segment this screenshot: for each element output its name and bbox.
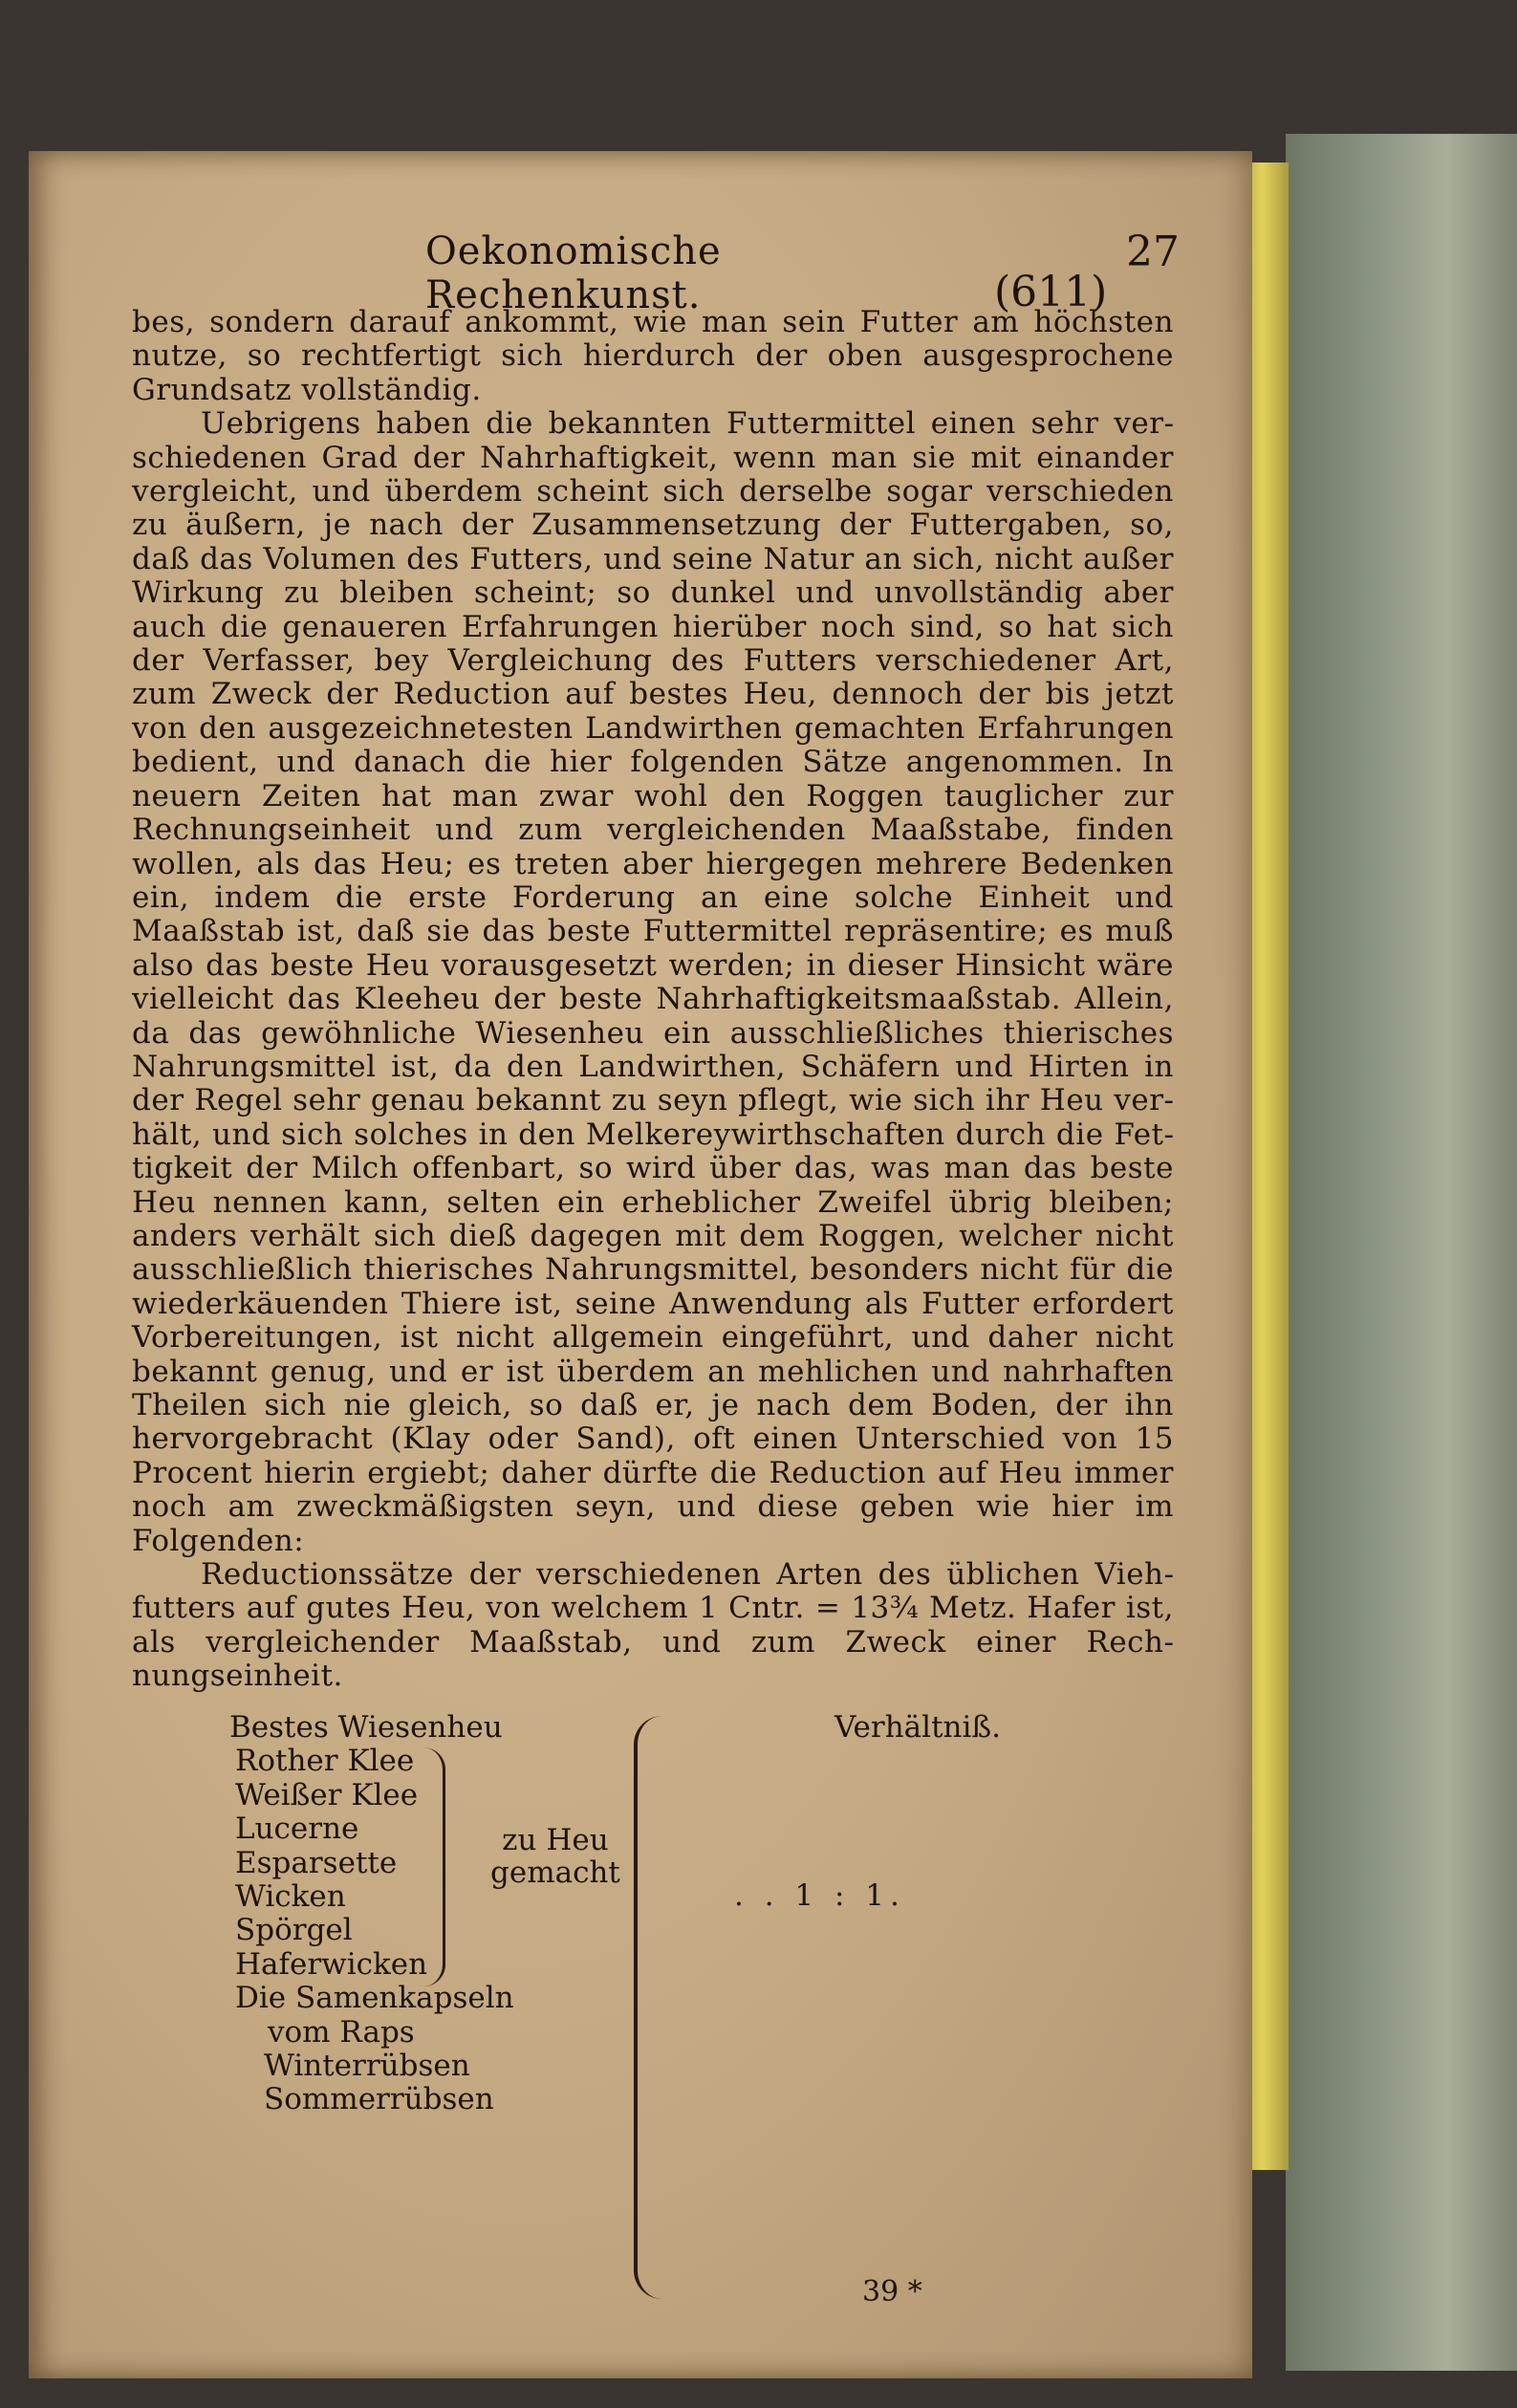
body-text (132, 306, 1174, 1694)
page-number: 27 (1126, 228, 1180, 276)
running-head: Oekonomische Rechenkunst. (425, 229, 722, 317)
list-item: Winterrübsen (264, 2049, 470, 2084)
reduction-table (132, 1711, 1174, 2323)
column-header: Verhältniß. (834, 1710, 1001, 1745)
list-item: Spörgel (235, 1913, 353, 1948)
list-item: Bestes Wiesenheu (229, 1710, 503, 1745)
list-item: Weißer Klee (235, 1777, 419, 1812)
list-item: Die Samenkapseln (235, 1981, 514, 2016)
group-brace (423, 1747, 445, 1986)
list-item: Wicken (235, 1879, 346, 1915)
page-content (29, 151, 1252, 2378)
section-number: (611) (994, 268, 1108, 316)
list-item: Sommerrübsen (264, 2082, 494, 2117)
sheet-signature: 39 * (862, 2275, 922, 2309)
book-cover-board (1286, 134, 1517, 2371)
book-page (29, 151, 1252, 2378)
fodder-list (229, 1711, 514, 2117)
list-item: Rother Klee (235, 1744, 415, 1779)
paragraph-3: Reductionssätze der verschiedenen Arten des üblichen Viehfutters auf gutes Heu, von welchem 1 Cntr. = 13¾ Metz. Hafer ist, als vergleichender Maaßstab, und zum Zweck einer Rechnungseinheit. (132, 1557, 1174, 1694)
paragraph-2: Uebrigens haben die bekannten Futtermittel einen sehr verschiedenen Grad der Nahrhaftigkeit, wenn man sie mit einander vergleicht, und überdem scheint sich derselbe sogar verschieden zu äußern, je nach der Zusammensetzung der Futtergaben, so, daß das Volumen des Futters, und seine Natur an sich, nicht außer Wirkung zu bleiben scheint; so dunkel und unvollständig aber auch die genaueren Erfahrungen hierüber noch sind, so hat sich der Verfasser, bey Vergleichung des Futters verschiedener Art, zum Zweck der Reduction auf bestes Heu, dennoch der bis jetzt von den ausgezeichnetesten Landwirthen gemachten Erfahrungen bedient, und danach die hier folgenden Sätze angenommen. In neuern Zeiten hat man zwar wohl den Roggen tauglicher zur Rechnungseinheit und zum vergleichenden Maaßstabe, finden wollen, als das Heu; es treten aber hiergegen mehrere Bedenken ein, indem die erste Forderung an eine solche Einheit und Maaßstab ist, daß sie das beste Futtermittel repräsentire; es muß also das beste Heu vorausgesetzt werden; in dieser Hinsicht wäre vielleicht das Kleeheu der beste Nahrhaftigkeitsmaaßstab. Allein, da das gewöhnliche Wiesenheu ein ausschließliches thierisches Nahrungsmittel ist, da den Landwirthen, Schäfern und Hirten in der Regel sehr genau bekannt zu seyn pflegt, wie sich ihr Heu verhält, und sich solches in den Melkereywirthschaften durch die Fettigkeit der Milch offenbart, so wird über das, was man das beste Heu nennen kann, selten ein erheblicher Zweifel übrig bleiben; anders verhält sich dieß dagegen mit dem Roggen, welcher nicht ausschließlich thierisches Nahrungsmittel, besonders nicht für die wiederkäuenden Thiere ist, seine Anwendung als Futter erfordert Vorbereitungen, ist nicht allgemein eingeführt, und daher nicht bekannt genug, und er ist überdem an mehlichen und nahrhaften Theilen sich nie gleich, so daß er, je nach dem Boden, der ihn hervorgebracht (Klay oder Sand), oft einen Unterschied von 15 Procent hierin ergiebt; daher dürfte die Reduction auf Heu immer noch am zweckmäßigsten seyn, und diese geben wie hier im Folgenden: (132, 406, 1174, 1558)
total-brace (634, 1716, 662, 2299)
paragraph-1: bes, sondern darauf ankommt, wie man sein Futter am höchsten nutze, so rechtfertigt sich hierdurch der oben ausgesprochene Grundsatz vollständig. (132, 305, 1174, 407)
group-label: zu Heu gemacht (490, 1823, 620, 1890)
ratio-value: . . 1 : 1. (734, 1878, 905, 1913)
list-item: Esparsette (235, 1845, 398, 1880)
list-item: Haferwicken (235, 1946, 428, 1982)
list-item: vom Raps (268, 2014, 415, 2050)
list-item: Lucerne (235, 1811, 359, 1847)
